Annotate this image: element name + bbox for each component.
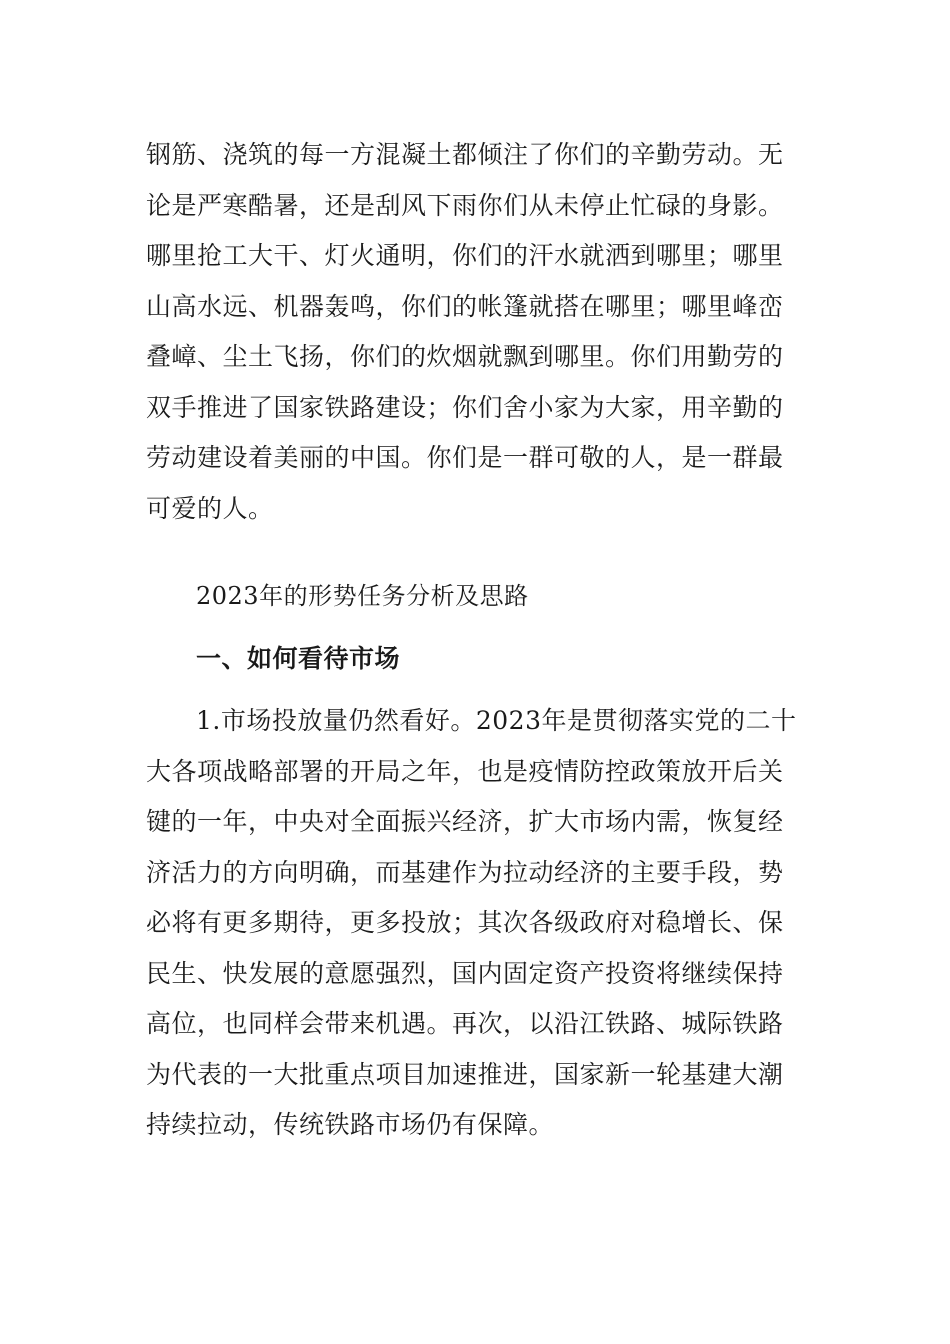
paragraph-line: 大各项战略部署的开局之年，也是疫情防控政策放开后关	[146, 756, 784, 786]
paragraph-line: 持续拉动，传统铁路市场仍有保障。	[146, 1110, 555, 1139]
paragraph-market	[146, 696, 797, 1151]
paragraph-line: 1.市场投放量仍然看好。2023年是贯彻落实党的二十	[196, 706, 797, 735]
paragraph-line: 济活力的方向明确，而基建作为拉动经济的主要手段，势	[146, 857, 784, 887]
paragraph-line: 劳动建设着美丽的中国。你们是一群可敬的人，是一群最	[146, 443, 784, 472]
paragraph-line: 论是严寒酷暑，还是刮风下雨你们从未停止忙碌的身影。	[146, 190, 784, 220]
section-title: 2023年的形势任务分析及思路	[196, 582, 529, 610]
document-body	[146, 130, 797, 1151]
paragraph-tribute	[146, 130, 786, 534]
paragraph-line: 键的一年，中央对全面振兴经济，扩大市场内需，恢复经	[146, 807, 784, 836]
paragraph-line: 钢筋、浇筑的每一方混凝土都倾注了你们的辛勤劳动。无	[146, 140, 784, 169]
section-heading: 一、如何看待市场	[196, 643, 401, 673]
paragraph-line: 为代表的一大批重点项目加速推进，国家新一轮基建大潮	[146, 1059, 784, 1089]
paragraph-line: 哪里抢工大干、灯火通明，你们的汗水就洒到哪里；哪里	[146, 241, 784, 270]
paragraph-line: 山高水远、机器轰鸣，你们的帐篷就搭在哪里；哪里峰峦	[146, 291, 784, 321]
paragraph-line: 民生、快发展的意愿强烈，国内固定资产投资将继续保持	[146, 958, 784, 988]
paragraph-line: 可爱的人。	[146, 493, 274, 523]
paragraph-line: 必将有更多期待，更多投放；其次各级政府对稳增长、保	[146, 908, 784, 937]
paragraph-line: 双手推进了国家铁路建设；你们舍小家为大家，用辛勤的	[146, 392, 784, 422]
paragraph-line: 高位，也同样会带来机遇。再次，以沿江铁路、城际铁路	[146, 1009, 784, 1038]
paragraph-line: 叠嶂、尘土飞扬，你们的炊烟就飘到哪里。你们用勤劳的	[146, 342, 784, 371]
